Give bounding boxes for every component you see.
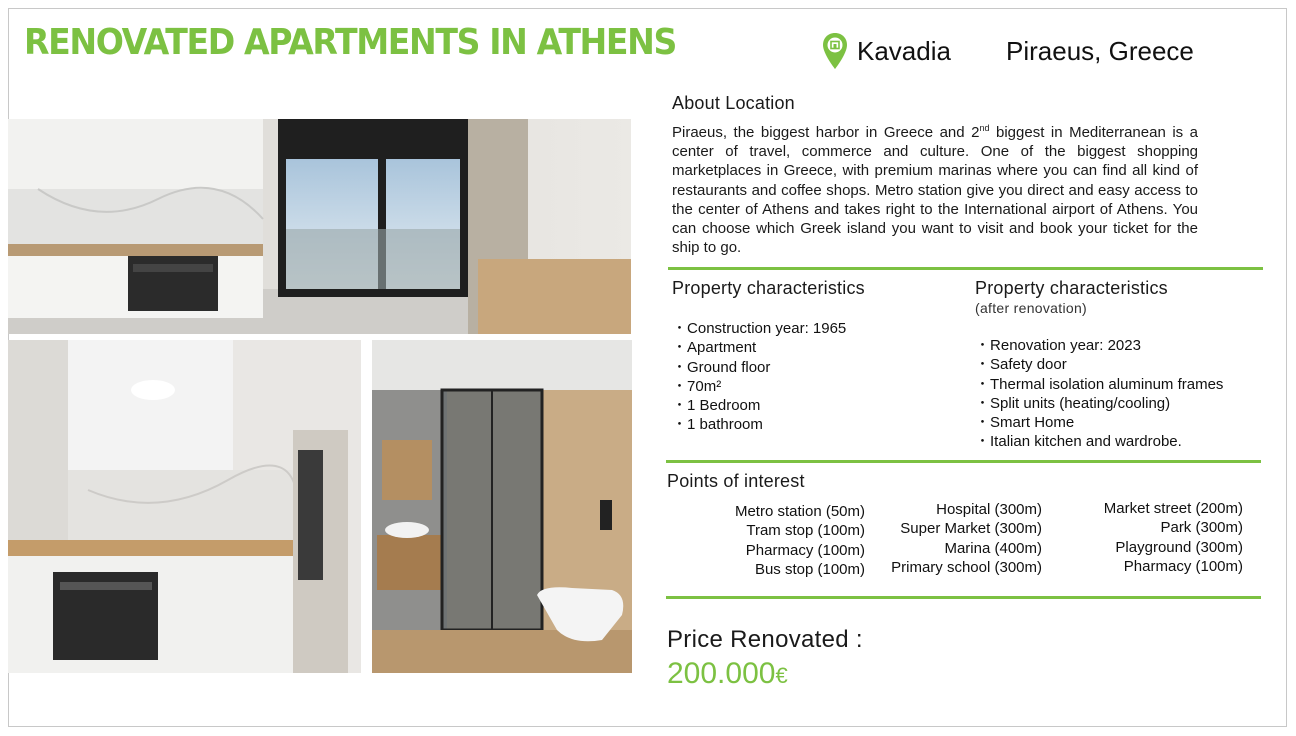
list-item: ・ Split units (heating/cooling) (975, 394, 1223, 413)
photo-kitchen-balcony (8, 119, 631, 334)
list-item: ・ Thermal isolation aluminum frames (975, 375, 1223, 394)
characteristics-after-heading: Property characteristics (975, 278, 1168, 298)
list-item: ・ Renovation year: 2023 (975, 336, 1223, 355)
about-heading: About Location (672, 93, 795, 113)
poi-item: Tram stop (100m) (746, 522, 865, 540)
list-item: ・ Italian kitchen and wardrobe. (975, 432, 1223, 451)
list-item: ・ Safety door (975, 355, 1223, 374)
poi-heading: Points of interest (667, 471, 805, 491)
characteristics-after-subheading: (after renovation) (975, 300, 1088, 316)
poi-item: Marina (400m) (944, 539, 1042, 557)
list-item: ・ 1 bathroom (672, 415, 846, 434)
characteristics-after-list (975, 336, 1223, 452)
list-item: ・ Apartment (672, 338, 846, 357)
poi-item: Primary school (300m) (891, 558, 1042, 576)
divider (666, 596, 1261, 599)
list-item: ・ 70m² (672, 377, 846, 396)
price-label: Price Renovated : (667, 626, 863, 653)
page-title: RENOVATED APARTMENTS IN ATHENS (24, 22, 676, 63)
poi-item: Pharmacy (100m) (1123, 557, 1243, 575)
poi-column (872, 500, 1042, 577)
poi-item: Pharmacy (100m) (745, 541, 865, 559)
location-district: Kavadia (857, 36, 951, 66)
poi-column (1062, 499, 1243, 576)
location-city: Piraeus, Greece (1006, 36, 1194, 66)
list-item: ・ Smart Home (975, 413, 1223, 432)
map-pin-icon (822, 32, 848, 70)
poi-item: Bus stop (100m) (754, 560, 865, 578)
list-item: ・ Ground floor (672, 358, 846, 377)
about-text: Piraeus, the biggest harbor in Greece and 2nd biggest in Mediterranean is a center of travel, commerce and culture. One of the biggest shopping marketplaces in Greece, with premium marinas where you can find all kind of restaurants and coffee shops. Metro station give you direct and easy access to the center of Athens and takes right to the International airport of Athens. You can choose which Greek island you want to visit and book your ticket for the ship to go. (672, 123, 1199, 257)
characteristics-list (672, 319, 846, 435)
characteristics-heading: Property characteristics (672, 278, 865, 298)
poi-column (700, 502, 865, 579)
poi-item: Hospital (300m) (936, 501, 1042, 518)
poi-item: Super Market (300m) (900, 520, 1042, 538)
price-value (667, 657, 788, 691)
poi-item: Metro station (50m) (734, 503, 865, 520)
poi-item: Market street (200m) (1103, 500, 1243, 517)
poi-item: Playground (300m) (1115, 538, 1243, 556)
price-currency: € (775, 663, 788, 688)
photo-bathroom (372, 340, 632, 673)
photo-kitchenette (8, 340, 361, 673)
list-item: ・ 1 Bedroom (672, 396, 846, 415)
list-item: ・ Construction year: 1965 (672, 319, 846, 338)
price-amount: 200.000 (667, 657, 776, 690)
divider (666, 460, 1261, 463)
poi-item: Park (300m) (1160, 519, 1243, 537)
divider (668, 267, 1263, 270)
